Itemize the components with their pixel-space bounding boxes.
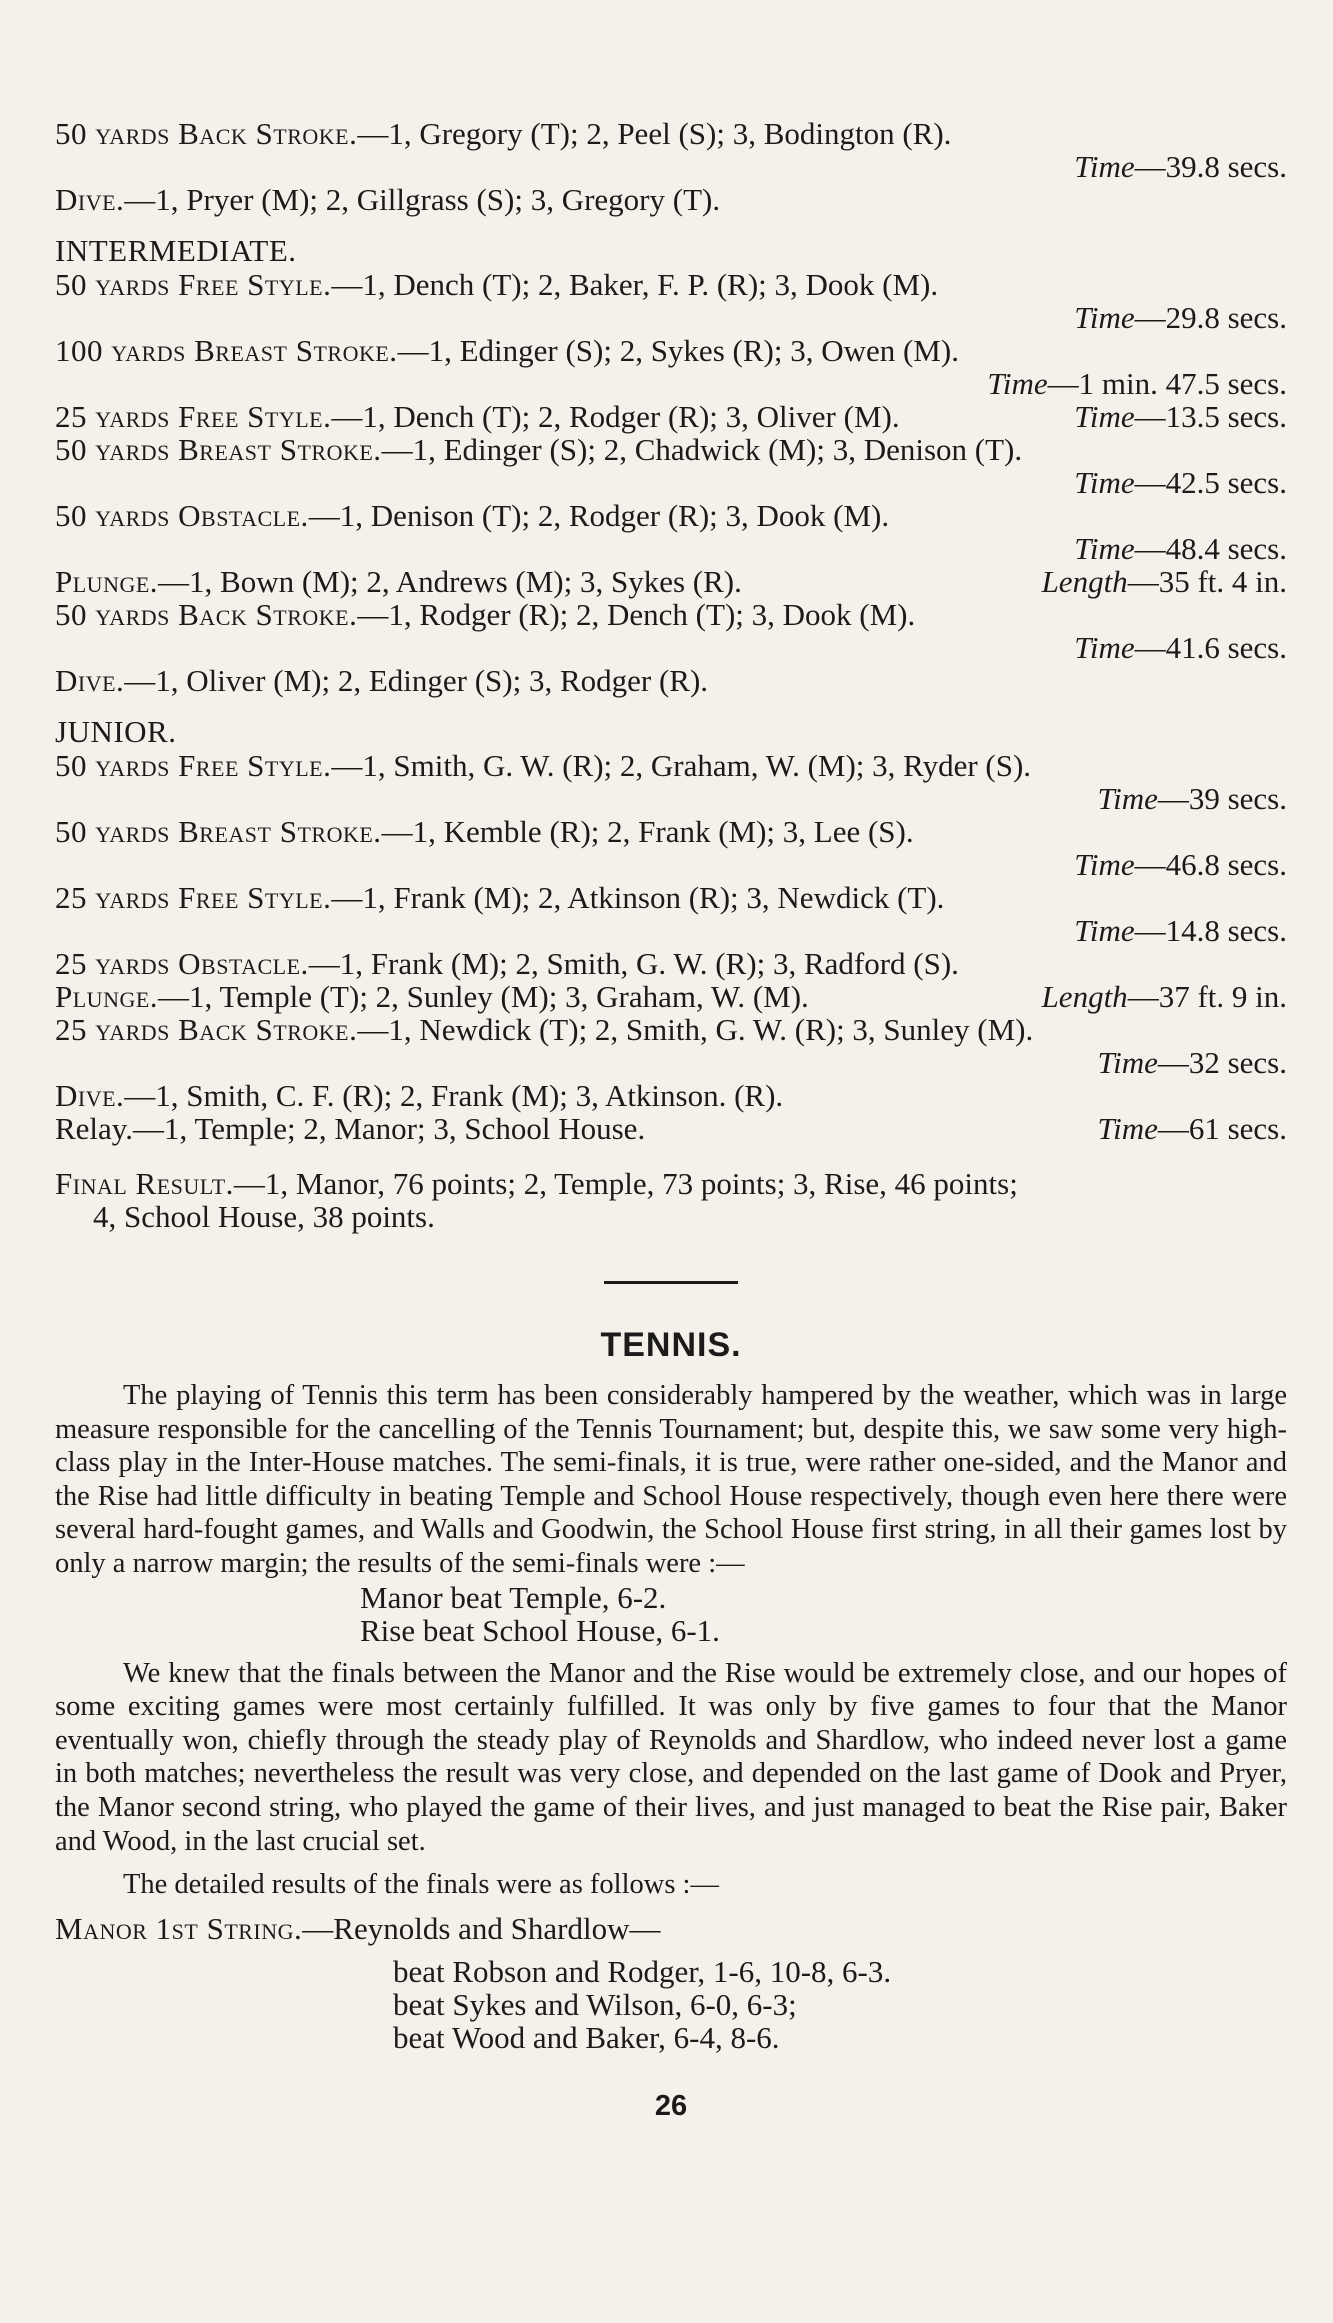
length-value: —37 ft. 9 in. (1127, 979, 1287, 1014)
time-line (55, 466, 1287, 499)
placings: —1, Smith, G. W. (R); 2, Graham, W. (M); 3, Ryder (S). (331, 748, 1032, 783)
result-line (55, 433, 1287, 466)
time-label: Time (1097, 1045, 1158, 1080)
event-name: Dive. (55, 663, 125, 698)
event-name: Dive. (55, 182, 125, 217)
section-heading: INTERMEDIATE. (55, 233, 297, 268)
time-label: Time (987, 366, 1048, 401)
spacer (55, 1284, 1287, 1326)
placings: —1, Rodger (R); 2, Dench (T); 3, Dook (M). (357, 597, 916, 632)
time-value: —1 min. 47.5 secs. (1047, 366, 1287, 401)
final-result-text: —1, Manor, 76 points; 2, Temple, 73 points; 3, Rise, 46 points; (233, 1166, 1018, 1201)
placings: —1, Kemble (R); 2, Frank (M); 3, Lee (S). (381, 814, 914, 849)
placings: —1, Frank (M); 2, Atkinson (R); 3, Newdick (T). (331, 880, 945, 915)
time-inline (1098, 1112, 1287, 1145)
page-number: 26 (654, 2089, 688, 2122)
time-line (55, 914, 1287, 947)
event-name: Plunge. (55, 564, 159, 599)
time-label: Time (1074, 913, 1135, 948)
placings: —1, Dench (T); 2, Rodger (R); 3, Oliver (M). (331, 399, 900, 434)
time-line (55, 301, 1287, 334)
result-line (55, 881, 1287, 914)
time-value: —32 secs. (1157, 1045, 1287, 1080)
result-line (55, 749, 1287, 782)
event-name: Dive. (55, 1078, 125, 1113)
event-name: 50 yards Breast Stroke. (55, 814, 382, 849)
time-value: —41.6 secs. (1134, 630, 1287, 665)
tennis-paragraph: The detailed results of the finals were as follows :— (123, 1869, 719, 1901)
event-name: 100 yards Breast Stroke. (55, 333, 398, 368)
result-line (55, 1079, 1287, 1112)
time-line (55, 631, 1287, 664)
event-name: 50 yards Free Style. (55, 748, 332, 783)
page-content (55, 117, 1287, 2123)
placings: —1, Denison (T); 2, Rodger (R); 3, Dook (M). (308, 498, 890, 533)
result-line (55, 947, 1287, 980)
result-line (55, 815, 1287, 848)
time-value: —46.8 secs. (1134, 847, 1287, 882)
time-value: —14.8 secs. (1134, 913, 1287, 948)
event-name: 50 yards Back Stroke. (55, 597, 358, 632)
time-value: —42.5 secs. (1134, 465, 1287, 500)
event-name: 50 yards Obstacle. (55, 498, 309, 533)
event-name: 25 yards Back Stroke. (55, 1012, 358, 1047)
final-match-result: beat Sykes and Wilson, 6-0, 6-3; (393, 1986, 797, 2022)
string-label: Manor 1st String. (55, 1910, 303, 1946)
placings: —1, Temple (T); 2, Sunley (M); 3, Graham, W. (M). (158, 979, 809, 1014)
result-line (55, 400, 1287, 433)
tennis-paragraph: The playing of Tennis this term has been considerably hampered by the weather, which was in large measure responsible for the cancelling of the Tennis Tournament; but, despite this, we saw some very high-class play in the Inter-House matches. The semi-finals, it is true, were rather one-sided, and the Manor and the Rise had little difficulty in beating Temple and School House respectively, though even here there were several hard-fought games, and Walls and Goodwin, the School House first string, in all their games lost by only a narrow margin; the results of the semi-finals were :— (55, 1380, 1287, 1579)
spacer (55, 1647, 1287, 1657)
spacer (55, 1145, 1287, 1167)
spacer (55, 1858, 1287, 1868)
event-name: 25 yards Obstacle. (55, 946, 309, 981)
length-inline (1042, 565, 1287, 598)
time-label: Time (1097, 1111, 1158, 1146)
result-line (55, 268, 1287, 301)
semi-final-result: Manor beat Temple, 6-2. (360, 1579, 667, 1615)
placings: —1, Edinger (S); 2, Sykes (R); 3, Owen (M). (397, 333, 959, 368)
placings: —1, Dench (T); 2, Baker, F. P. (R); 3, Dook (M). (331, 267, 939, 302)
event-name: 50 yards Breast Stroke. (55, 432, 382, 467)
string-heading (55, 1912, 1287, 1945)
time-value: —39 secs. (1157, 781, 1287, 816)
time-label: Time (1074, 399, 1135, 434)
result-line (55, 1013, 1287, 1046)
time-label: Time (1074, 149, 1135, 184)
final-result-line (55, 1167, 1287, 1200)
event-name: Plunge. (55, 979, 159, 1014)
placings: —1, Smith, C. F. (R); 2, Frank (M); 3, Atkinson. (R). (124, 1078, 784, 1113)
tennis-paragraph: We knew that the finals between the Manor and the Rise would be extremely close, and our hopes of some exciting games were most certainly fulfilled. It was only by five games to four that the Manor eventually won, chiefly through the steady play of Reynolds and Shardlow, who indeed never lost a game in both matches; nevertheless the result was very close, and depended on the last game of Dook and Pryer, the Manor second string, who played the game of their lives, and just managed to beat the Rise pair, Baker and Wood, in the last crucial set. (55, 1657, 1287, 1857)
result-line (55, 598, 1287, 631)
final-match-result: beat Wood and Baker, 6-4, 8-6. (393, 2019, 780, 2055)
time-value: —39.8 secs. (1134, 149, 1287, 184)
placings: —1, Gregory (T); 2, Peel (S); 3, Bodington (R). (357, 116, 952, 151)
length-inline (1042, 980, 1287, 1013)
result-line (55, 334, 1287, 367)
length-label: Length (1041, 564, 1128, 599)
placings: —1, Bown (M); 2, Andrews (M); 3, Sykes (R). (158, 564, 742, 599)
time-line (55, 150, 1287, 183)
result-line (55, 499, 1287, 532)
time-line (55, 367, 1287, 400)
semi-final-result: Rise beat School House, 6-1. (360, 1612, 720, 1648)
placings: —1, Pryer (M); 2, Gillgrass (S); 3, Gregory (T). (124, 182, 721, 217)
time-label: Time (1074, 465, 1135, 500)
length-value: —35 ft. 4 in. (1127, 564, 1287, 599)
time-value: —61 secs. (1157, 1111, 1287, 1146)
time-value: —48.4 secs. (1134, 531, 1287, 566)
time-line (55, 782, 1287, 815)
time-line (55, 848, 1287, 881)
final-result-label: Final Result. (55, 1166, 234, 1201)
time-label: Time (1074, 630, 1135, 665)
result-line (55, 565, 1287, 598)
placings: —1, Newdick (T); 2, Smith, G. W. (R); 3, Sunley (M). (357, 1012, 1034, 1047)
time-line (55, 1046, 1287, 1079)
result-line (55, 980, 1287, 1013)
time-value: —13.5 secs. (1134, 399, 1287, 434)
result-line (55, 117, 1287, 150)
final-result-line: 4, School House, 38 points. (93, 1199, 435, 1234)
tennis-title: TENNIS. (600, 1326, 742, 1364)
time-label: Time (1097, 781, 1158, 816)
spacer (55, 1365, 1287, 1379)
time-inline (1074, 400, 1287, 433)
final-match-result: beat Robson and Rodger, 1-6, 10-8, 6-3. (393, 1953, 892, 1989)
time-label: Time (1074, 300, 1135, 335)
placings: —1, Edinger (S); 2, Chadwick (M); 3, Denison (T). (381, 432, 1023, 467)
result-line (55, 183, 1287, 216)
spacer (55, 1233, 1287, 1281)
string-pair: —Reynolds and Shardlow— (302, 1910, 661, 1946)
event-name: 25 yards Free Style. (55, 880, 332, 915)
event-name: 50 yards Free Style. (55, 267, 332, 302)
spacer (55, 2054, 1287, 2090)
section-heading: JUNIOR. (55, 714, 177, 749)
result-line (55, 1112, 1287, 1145)
placings: —1, Frank (M); 2, Smith, G. W. (R); 3, Radford (S). (308, 946, 959, 981)
event-name: 50 yards Back Stroke. (55, 116, 358, 151)
time-line (55, 532, 1287, 565)
time-label: Time (1074, 531, 1135, 566)
time-label: Time (1074, 847, 1135, 882)
result-line (55, 664, 1287, 697)
time-value: —29.8 secs. (1134, 300, 1287, 335)
event-name: 25 yards Free Style. (55, 399, 332, 434)
placings: —1, Oliver (M); 2, Edinger (S); 3, Rodger (R). (124, 663, 709, 698)
length-label: Length (1041, 979, 1128, 1014)
relay-text: Relay.—1, Temple; 2, Manor; 3, School House. (55, 1111, 646, 1146)
